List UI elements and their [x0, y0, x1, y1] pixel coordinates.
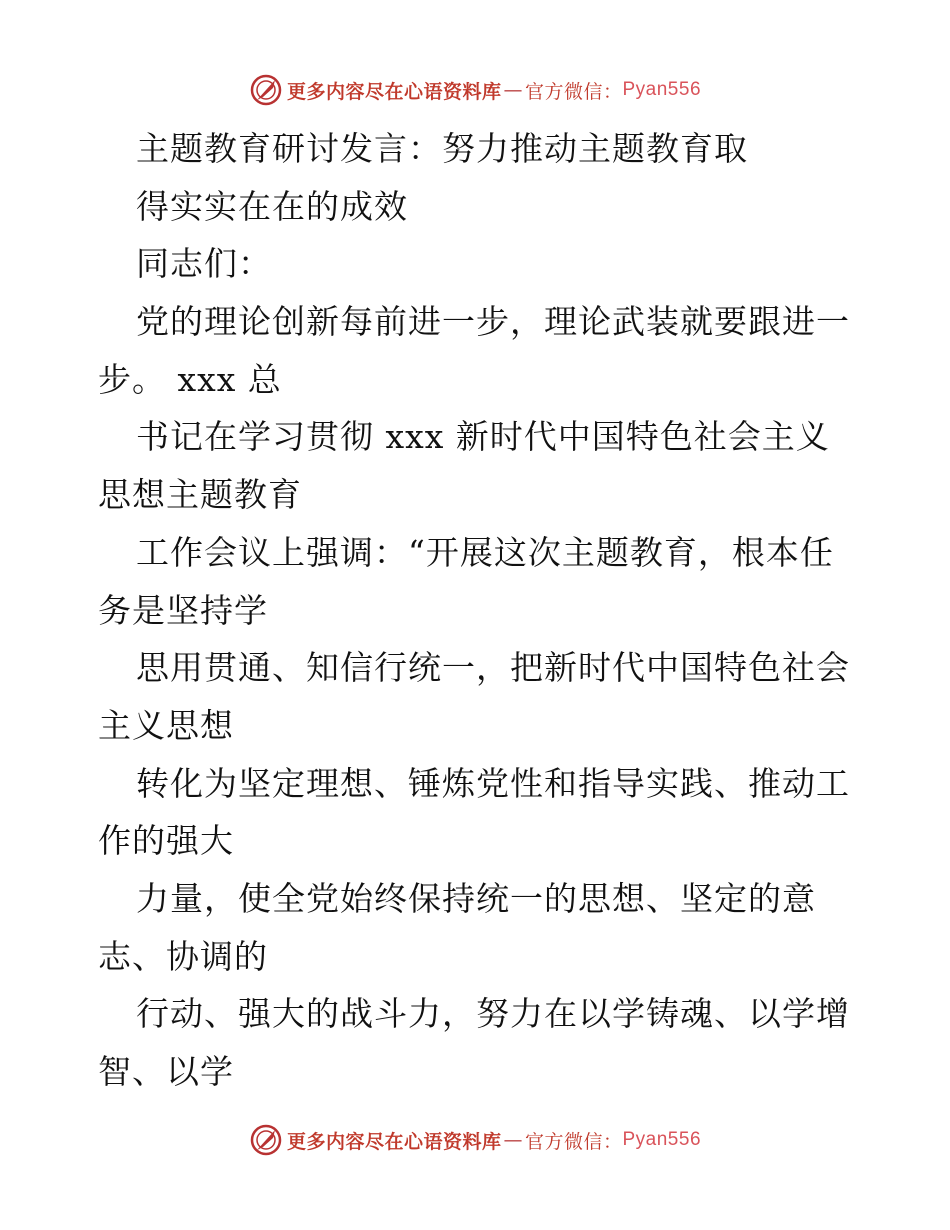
- body-line: 主义思想: [98, 705, 234, 745]
- quill-logo-icon: [249, 1123, 283, 1157]
- footer-banner: [0, 1120, 950, 1160]
- body-line: 党的理论创新每前进一步，理论武装就要跟进一: [136, 302, 850, 342]
- body-line: 志、协调的: [98, 936, 268, 976]
- body-line: 务是坚持学: [98, 590, 268, 630]
- banner-wechat-id: Pyan556: [622, 79, 702, 100]
- document-body: [98, 120, 858, 1101]
- body-line: 转化为坚定理想、锤炼党性和指导实践、推动工: [136, 763, 850, 803]
- body-line: 工作会议上强调：“开展这次主题教育，根本任: [136, 532, 834, 572]
- banner-wechat-id: Pyan556: [622, 1129, 702, 1150]
- body-line: 力量，使全党始终保持统一的思想、坚定的意: [136, 878, 816, 918]
- banner-dash: —: [503, 79, 523, 101]
- banner-wechat-label: 官方微信：: [524, 80, 623, 103]
- salutation: 同志们：: [136, 244, 272, 284]
- body-line: 思用贯通、知信行统一，把新时代中国特色社会: [136, 648, 850, 688]
- banner-promo-text: 更多内容尽在心语资料库: [286, 1130, 502, 1153]
- document-title-line-2: 得实实在在的成效: [136, 186, 408, 226]
- quill-logo-icon: [249, 73, 283, 107]
- banner-promo-text: 更多内容尽在心语资料库: [286, 80, 502, 103]
- body-line: 步。 xxx 总: [98, 359, 282, 399]
- banner-dash: —: [503, 1129, 523, 1151]
- banner-wechat-label: 官方微信：: [524, 1130, 623, 1153]
- body-line: 行动、强大的战斗力，努力在以学铸魂、以学增: [136, 994, 850, 1034]
- body-line: 书记在学习贯彻 xxx 新时代中国特色社会主义: [136, 417, 830, 457]
- document-title-line-1: 主题教育研讨发言：努力推动主题教育取: [136, 129, 748, 168]
- body-line: 作的强大: [98, 821, 234, 861]
- header-banner: [0, 70, 950, 110]
- body-line: 智、以学: [98, 1052, 234, 1091]
- body-line: 思想主题教育: [98, 475, 302, 515]
- body-text: [98, 293, 858, 1101]
